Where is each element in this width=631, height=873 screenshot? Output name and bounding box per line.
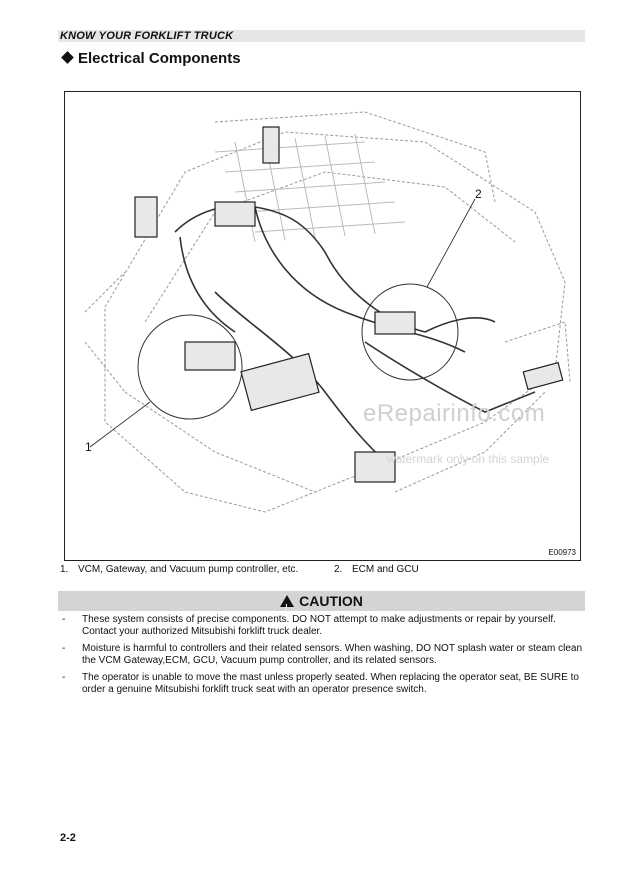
diamond-bullet-icon bbox=[61, 51, 74, 64]
legend-text: ECM and GCU bbox=[352, 564, 419, 575]
legend-item-1 bbox=[60, 564, 298, 575]
page-title-text: Electrical Components bbox=[78, 50, 241, 67]
page-title bbox=[60, 50, 241, 67]
electrical-components-figure bbox=[64, 91, 581, 561]
caution-item: - Moisture is harmful to controllers and their related sensors. When washing, DO NOT splash water or steam clean the VCM Gateway,ECM, GCU, Vacuum pump controller, and its related sensors. bbox=[62, 642, 583, 667]
figure-code: E00973 bbox=[548, 548, 576, 557]
warning-icon bbox=[280, 595, 294, 607]
caution-title-text: CAUTION bbox=[299, 593, 363, 609]
caution-bar bbox=[58, 591, 585, 611]
callout-1: 1 bbox=[85, 440, 92, 454]
caution-list bbox=[60, 614, 585, 700]
watermark: eRepairinfo.com bbox=[363, 400, 546, 427]
legend-text: VCM, Gateway, and Vacuum pump controller, etc. bbox=[78, 564, 299, 575]
legend-num: 1. bbox=[60, 564, 69, 575]
caution-item-text: The operator is unable to move the mast unless properly seated. When replacing the operator seat, BE SURE to order a genuine Mitsubishi forklift truck seat with an operator presence switch. bbox=[82, 671, 579, 696]
caution-heading bbox=[280, 593, 363, 609]
forklift-illustration bbox=[65, 92, 580, 560]
caution-item-text: Moisture is harmful to controllers and their related sensors. When washing, DO NOT splash water or steam clean the VCM Gateway,ECM, GCU, Vacuum pump controller, and its related sensors. bbox=[82, 642, 583, 667]
caution-item: - These system consists of precise components. DO NOT attempt to make adjustments or repair by yourself. Contact your authorized Mitsubishi forklift truck dealer. bbox=[62, 614, 556, 638]
caution-item: - The operator is unable to move the mast unless properly seated. When replacing the operator seat, BE SURE to order a genuine Mitsubishi forklift truck seat with an operator presence switch. bbox=[62, 671, 579, 696]
legend-item-2 bbox=[334, 564, 419, 575]
caution-item-text: These system consists of precise components. DO NOT attempt to make adjustments or repair by yourself. Contact your authorized Mitsubishi forklift truck dealer. bbox=[82, 614, 556, 638]
callout-2: 2 bbox=[475, 187, 482, 201]
section-label: KNOW YOUR FORKLIFT TRUCK bbox=[60, 30, 234, 42]
legend-num: 2. bbox=[334, 564, 343, 575]
watermark-note: watermark only on this sample bbox=[387, 452, 550, 466]
page-number: 2-2 bbox=[60, 832, 76, 844]
